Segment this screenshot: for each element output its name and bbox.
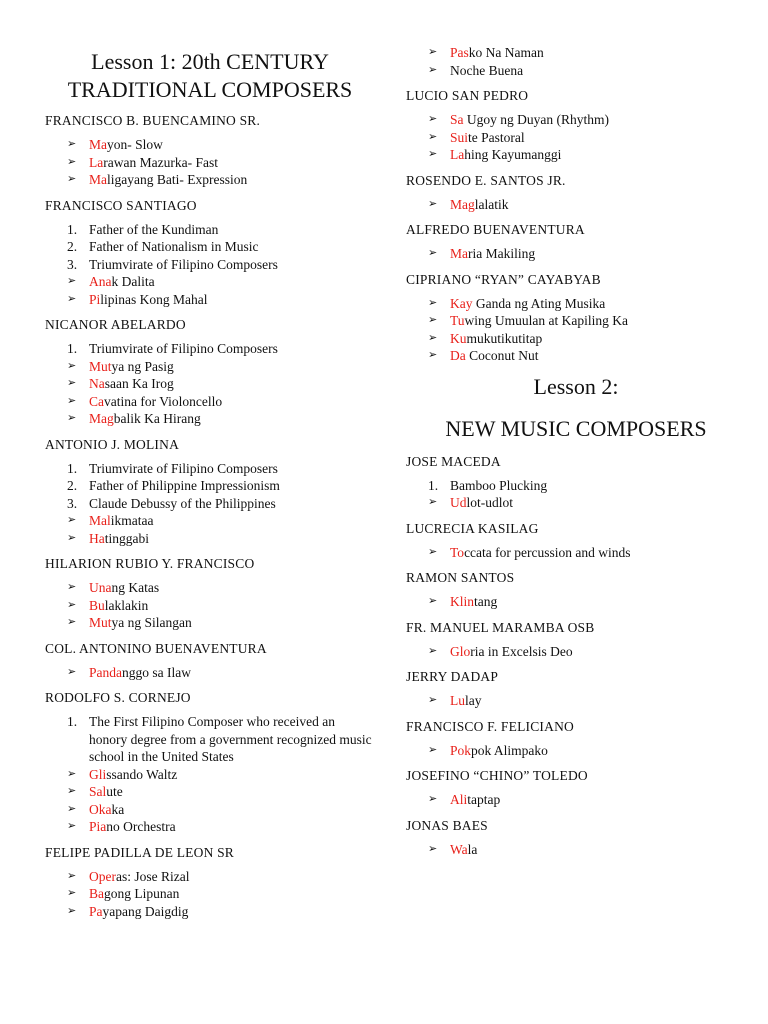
item-rest-text: Father of the Kundiman: [89, 221, 219, 237]
composer-name: JOSEFINO “CHINO” TOLEDO: [406, 768, 588, 783]
works-list: [45, 221, 375, 309]
item-text: [89, 766, 375, 784]
works-list: [45, 868, 375, 921]
list-item: [67, 713, 375, 766]
highlighted-syllable: To: [450, 544, 465, 560]
item-rest-text: hing Kayumanggi: [464, 147, 562, 162]
highlighted-syllable: Mut: [89, 358, 112, 374]
composer-name: NICANOR ABELARDO: [45, 317, 186, 332]
item-text: [450, 245, 746, 263]
item-text: [89, 783, 375, 801]
highlighted-syllable: Ca: [89, 393, 104, 409]
item-rest-text: no Orchestra: [106, 819, 176, 834]
list-item: [428, 791, 746, 809]
highlighted-syllable: Kay: [450, 295, 473, 311]
works-list: [406, 196, 746, 214]
left-sections: [45, 112, 375, 920]
item-rest-text: Noche Buena: [450, 62, 524, 78]
item-text: [450, 129, 746, 147]
item-rest-text: yon- Slow: [107, 137, 163, 152]
item-rest-text: mukutikutitap: [466, 330, 543, 346]
item-text: [450, 330, 746, 348]
works-list: [406, 111, 746, 164]
list-item: [428, 196, 746, 214]
arrow-bullet-icon: ➢: [67, 869, 77, 882]
highlighted-syllable: Ma: [89, 137, 107, 152]
item-text: [450, 494, 746, 512]
arrow-bullet-icon: ➢: [67, 412, 77, 424]
highlighted-syllable: Lu: [450, 693, 465, 708]
arrow-bullet-icon: ➢: [67, 138, 77, 150]
list-item: [428, 330, 746, 348]
item-text: [89, 375, 375, 393]
arrow-bullet-icon: ➢: [67, 616, 77, 628]
list-item: [67, 273, 375, 291]
list-number: 2.: [67, 239, 78, 254]
highlighted-syllable: La: [450, 147, 465, 162]
list-item: [428, 146, 746, 164]
item-rest-text: taptap: [467, 792, 501, 807]
composer-name: JERRY DADAP: [406, 669, 499, 684]
item-text: [450, 742, 746, 760]
works-list: [406, 593, 746, 611]
highlighted-syllable: Panda: [89, 664, 122, 680]
item-text: [89, 818, 375, 836]
list-item: [428, 245, 746, 263]
list-number: 2.: [67, 478, 78, 493]
highlighted-syllable: Ana: [89, 274, 112, 289]
item-text: [89, 512, 375, 530]
highlighted-syllable: Pia: [89, 819, 107, 834]
item-rest-text: Coconut Nut: [465, 348, 539, 363]
item-rest-text: ria in Excelsis Deo: [470, 643, 573, 659]
lesson2-title-line2: NEW MUSIC COMPOSERS: [445, 415, 707, 441]
highlighted-syllable: Mut: [89, 615, 112, 630]
composer-name: FR. MANUEL MARAMBA OSB: [406, 619, 595, 635]
item-text: [89, 597, 375, 615]
highlighted-syllable: Ma: [450, 246, 468, 261]
highlighted-syllable: Mag: [89, 411, 114, 426]
list-item: [67, 291, 375, 309]
list-item: [67, 136, 375, 154]
item-rest-text: Triumvirate of Filipino Composers: [89, 256, 278, 272]
highlighted-syllable: Ba: [89, 886, 104, 901]
item-rest-text: lay: [465, 693, 482, 708]
composer-name: RODOLFO S. CORNEJO: [45, 690, 191, 705]
highlighted-syllable: Ud: [450, 495, 467, 510]
arrow-bullet-icon: ➢: [67, 377, 77, 389]
item-rest-text: Triumvirate of Filipino Composers: [89, 341, 278, 356]
item-rest-text: wing Umuulan at Kapiling Ka: [464, 313, 629, 328]
item-text: [89, 340, 375, 358]
item-rest-text: lalatik: [474, 196, 509, 212]
item-rest-text: ng Katas: [111, 580, 160, 595]
item-rest-text: Father of Philippine Impressionism: [89, 478, 280, 493]
list-item: [67, 903, 375, 921]
highlighted-syllable: Oper: [89, 868, 116, 884]
highlighted-syllable: Na: [89, 376, 105, 391]
arrow-bullet-icon: ➢: [67, 820, 77, 832]
item-rest-text: nggo sa Ilaw: [122, 664, 191, 680]
right-top-sections: [406, 44, 746, 365]
item-text: [450, 312, 746, 330]
item-text: [450, 347, 746, 365]
arrow-bullet-icon: ➢: [428, 793, 438, 805]
arrow-bullet-icon: ➢: [428, 197, 438, 210]
arrow-bullet-icon: ➢: [67, 767, 77, 780]
composer-name: JONAS BAES: [406, 817, 488, 833]
item-rest-text: lot-udlot: [466, 495, 513, 510]
arrow-bullet-icon: ➢: [67, 665, 77, 678]
works-list: [406, 477, 746, 512]
highlighted-syllable: Oka: [89, 801, 112, 817]
item-rest-text: as: Jose Rizal: [116, 868, 190, 884]
arrow-bullet-icon: ➢: [67, 359, 77, 372]
item-text: [89, 410, 375, 428]
arrow-bullet-icon: ➢: [67, 904, 77, 917]
works-list: [406, 245, 746, 263]
highlighted-syllable: Sal: [89, 784, 107, 799]
item-text: [450, 62, 746, 80]
list-item: [67, 393, 375, 411]
list-item: [67, 530, 375, 548]
highlighted-syllable: La: [89, 154, 104, 170]
works-list: [45, 713, 375, 836]
works-list: [406, 544, 746, 562]
item-text: [89, 495, 375, 513]
list-item: [67, 512, 375, 530]
composer-name: FRANCISCO F. FELICIANO: [406, 718, 574, 734]
highlighted-syllable: Sa: [450, 112, 464, 127]
arrow-bullet-icon: ➢: [428, 842, 438, 855]
composer-name: ROSENDO E. SANTOS JR.: [406, 172, 566, 188]
item-text: [89, 256, 375, 274]
highlighted-syllable: Da: [450, 348, 466, 363]
item-text: [450, 477, 746, 495]
item-rest-text: Claude Debussy of the Philippines: [89, 495, 276, 511]
list-item: [428, 295, 746, 313]
arrow-bullet-icon: ➢: [428, 148, 438, 160]
list-item: [67, 614, 375, 632]
works-list: [406, 643, 746, 661]
composer-name: RAMON SANTOS: [406, 570, 515, 585]
arrow-bullet-icon: ➢: [67, 155, 77, 168]
item-rest-text: yapang Daigdig: [102, 903, 189, 919]
item-rest-text: la: [467, 841, 478, 857]
composer-name: CIPRIANO “RYAN” CAYABYAB: [406, 271, 601, 287]
composer-name: FELIPE PADILLA DE LEON SR: [45, 844, 235, 860]
works-list: [45, 340, 375, 428]
item-text: [89, 885, 375, 903]
list-item: [67, 783, 375, 801]
list-item: [67, 171, 375, 189]
item-text: [450, 146, 746, 164]
list-item: [428, 347, 746, 365]
item-rest-text: ssando Waltz: [106, 766, 178, 782]
highlighted-syllable: Una: [89, 580, 112, 595]
item-text: [89, 530, 375, 548]
item-rest-text: ikmataa: [110, 513, 154, 528]
list-number: 1.: [428, 477, 439, 493]
arrow-bullet-icon: ➢: [67, 531, 77, 544]
highlighted-syllable: Pi: [89, 291, 101, 307]
item-rest-text: te Pastoral: [468, 129, 525, 145]
list-item: [428, 742, 746, 760]
arrow-bullet-icon: ➢: [428, 743, 438, 756]
highlighted-syllable: Ku: [450, 330, 467, 346]
arrow-bullet-icon: ➢: [428, 694, 438, 706]
arrow-bullet-icon: ➢: [67, 292, 77, 305]
highlighted-syllable: Wa: [450, 841, 468, 857]
item-text: [89, 238, 375, 256]
item-text: [450, 593, 746, 611]
arrow-bullet-icon: ➢: [428, 63, 438, 76]
list-item: [428, 44, 746, 62]
item-text: [450, 841, 746, 859]
arrow-bullet-icon: ➢: [67, 785, 77, 797]
list-item: [67, 597, 375, 615]
composer-name: COL. ANTONINO BUENAVENTURA: [45, 640, 267, 656]
highlighted-syllable: Gli: [89, 766, 107, 782]
list-number: 1.: [67, 221, 78, 237]
item-rest-text: rawan Mazurka- Fast: [103, 154, 218, 170]
item-rest-text: pok Alimpako: [471, 742, 548, 758]
item-text: [450, 44, 746, 62]
arrow-bullet-icon: ➢: [67, 887, 77, 899]
highlighted-syllable: Sui: [450, 129, 469, 145]
arrow-bullet-icon: ➢: [428, 46, 438, 58]
item-text: [89, 801, 375, 819]
composer-name: HILARION RUBIO Y. FRANCISCO: [45, 556, 255, 571]
works-list: [406, 44, 746, 79]
works-list: [45, 664, 375, 682]
works-list: [45, 579, 375, 632]
list-item: [67, 766, 375, 784]
list-item: [67, 495, 375, 513]
lesson1-title-line2: TRADITIONAL COMPOSERS: [67, 77, 353, 102]
arrow-bullet-icon: ➢: [428, 496, 438, 508]
list-item: [67, 818, 375, 836]
list-item: [67, 154, 375, 172]
arrow-bullet-icon: ➢: [67, 394, 77, 407]
item-text: [89, 291, 375, 309]
arrow-bullet-icon: ➢: [428, 349, 438, 361]
item-text: [89, 460, 375, 478]
right-column: [406, 0, 746, 866]
highlighted-syllable: Glo: [450, 643, 471, 659]
list-item: [67, 664, 375, 682]
arrow-bullet-icon: ➢: [67, 514, 77, 526]
item-rest-text: Triumvirate of Filipino Composers: [89, 460, 278, 476]
item-rest-text: ute: [106, 784, 123, 799]
item-text: [450, 295, 746, 313]
arrow-bullet-icon: ➢: [428, 644, 438, 657]
item-text: [89, 154, 375, 172]
item-text: [89, 868, 375, 886]
works-list: [406, 295, 746, 365]
item-text: [89, 477, 375, 495]
highlighted-syllable: Tu: [450, 313, 465, 328]
list-number: 3.: [67, 495, 78, 511]
left-column: [45, 0, 375, 928]
highlighted-syllable: Ha: [89, 530, 105, 546]
item-text: [89, 221, 375, 239]
item-text: [89, 393, 375, 411]
list-number: 1.: [67, 460, 78, 476]
item-text: [89, 664, 375, 682]
list-item: [67, 477, 375, 495]
arrow-bullet-icon: ➢: [428, 545, 438, 558]
list-item: [428, 111, 746, 129]
composer-name: FRANCISCO B. BUENCAMINO SR.: [45, 113, 261, 128]
list-item: [67, 238, 375, 256]
list-number: 1.: [67, 714, 78, 729]
item-rest-text: Bamboo Plucking: [450, 477, 548, 493]
arrow-bullet-icon: ➢: [428, 331, 438, 344]
arrow-bullet-icon: ➢: [428, 595, 438, 607]
item-rest-text: The First Filipino Composer who received an honory degree from a government recognized music school in the United States: [89, 714, 372, 764]
arrow-bullet-icon: ➢: [67, 581, 77, 593]
item-rest-text: Ganda ng Ating Musika: [472, 295, 606, 311]
item-text: [450, 544, 746, 562]
arrow-bullet-icon: ➢: [428, 247, 438, 259]
item-text: [89, 614, 375, 632]
right-bottom-sections: [406, 453, 746, 859]
composer-name: ALFREDO BUENAVENTURA: [406, 222, 585, 237]
item-rest-text: gong Lipunan: [104, 886, 180, 901]
list-item: [428, 477, 746, 495]
lesson2-title-line1: Lesson 2:: [533, 373, 619, 399]
composer-name: FRANCISCO SANTIAGO: [45, 197, 197, 213]
highlighted-syllable: Mag: [450, 196, 475, 212]
arrow-bullet-icon: ➢: [428, 296, 438, 309]
works-list: [406, 692, 746, 710]
arrow-bullet-icon: ➢: [67, 598, 77, 611]
list-item: [67, 868, 375, 886]
item-rest-text: ya ng Pasig: [111, 358, 174, 374]
list-number: 3.: [67, 256, 78, 272]
item-rest-text: ligayang Bati- Expression: [107, 172, 248, 187]
list-item: [67, 579, 375, 597]
item-rest-text: vatina for Violoncello: [104, 393, 223, 409]
composer-name: JOSE MACEDA: [406, 453, 501, 469]
item-text: [89, 136, 375, 154]
composer-name: LUCIO SAN PEDRO: [406, 88, 529, 103]
item-rest-text: laklakin: [104, 597, 149, 613]
highlighted-syllable: Pok: [450, 742, 472, 758]
list-item: [67, 410, 375, 428]
item-text: [89, 579, 375, 597]
item-text: [89, 358, 375, 376]
list-item: [428, 494, 746, 512]
list-item: [67, 460, 375, 478]
list-item: [428, 62, 746, 80]
highlighted-syllable: Ma: [89, 172, 107, 187]
item-rest-text: lipinas Kong Mahal: [100, 291, 208, 307]
works-list: [406, 841, 746, 859]
item-text: [450, 791, 746, 809]
item-rest-text: k Dalita: [111, 274, 155, 289]
list-item: [428, 129, 746, 147]
list-item: [67, 256, 375, 274]
list-item: [67, 340, 375, 358]
list-item: [428, 643, 746, 661]
highlighted-syllable: Ali: [450, 792, 468, 807]
works-list: [406, 742, 746, 760]
item-text: [450, 692, 746, 710]
item-text: [89, 713, 375, 766]
arrow-bullet-icon: ➢: [428, 130, 438, 143]
item-rest-text: Ugoy ng Duyan (Rhythm): [463, 112, 609, 127]
item-rest-text: ya ng Silangan: [111, 615, 192, 630]
arrow-bullet-icon: ➢: [67, 802, 77, 815]
works-list: [45, 136, 375, 189]
item-text: [450, 643, 746, 661]
list-item: [67, 358, 375, 376]
item-text: [450, 111, 746, 129]
composer-name: ANTONIO J. MOLINA: [45, 436, 180, 452]
works-list: [406, 791, 746, 809]
highlighted-syllable: Pas: [450, 45, 469, 60]
item-rest-text: tinggabi: [104, 530, 149, 546]
highlighted-syllable: Pa: [89, 903, 103, 919]
item-rest-text: ria Makiling: [468, 246, 536, 261]
works-list: [45, 460, 375, 548]
item-rest-text: Father of Nationalism in Music: [89, 239, 259, 254]
item-rest-text: saan Ka Irog: [104, 376, 174, 391]
highlighted-syllable: Mal: [89, 513, 111, 528]
composer-name: LUCRECIA KASILAG: [406, 520, 539, 536]
list-item: [67, 801, 375, 819]
highlighted-syllable: Klin: [450, 594, 475, 609]
list-item: [428, 692, 746, 710]
item-text: [89, 903, 375, 921]
list-item: [428, 544, 746, 562]
list-item: [67, 375, 375, 393]
arrow-bullet-icon: ➢: [428, 314, 438, 326]
lesson1-title: [45, 48, 375, 104]
arrow-bullet-icon: ➢: [428, 113, 438, 125]
list-item: [67, 221, 375, 239]
arrow-bullet-icon: ➢: [67, 173, 77, 185]
item-text: [450, 196, 746, 214]
list-item: [428, 312, 746, 330]
lesson1-title-line1: Lesson 1: 20th CENTURY: [91, 49, 329, 74]
item-rest-text: ka: [111, 801, 125, 817]
list-item: [428, 593, 746, 611]
item-rest-text: balik Ka Hirang: [113, 411, 201, 426]
item-text: [89, 171, 375, 189]
item-rest-text: tang: [474, 594, 498, 609]
arrow-bullet-icon: ➢: [67, 275, 77, 287]
highlighted-syllable: Bu: [89, 597, 105, 613]
item-rest-text: ko Na Naman: [468, 45, 544, 60]
item-text: [89, 273, 375, 291]
list-number: 1.: [67, 341, 78, 356]
item-rest-text: ccata for percussion and winds: [464, 544, 631, 560]
list-item: [67, 885, 375, 903]
list-item: [428, 841, 746, 859]
